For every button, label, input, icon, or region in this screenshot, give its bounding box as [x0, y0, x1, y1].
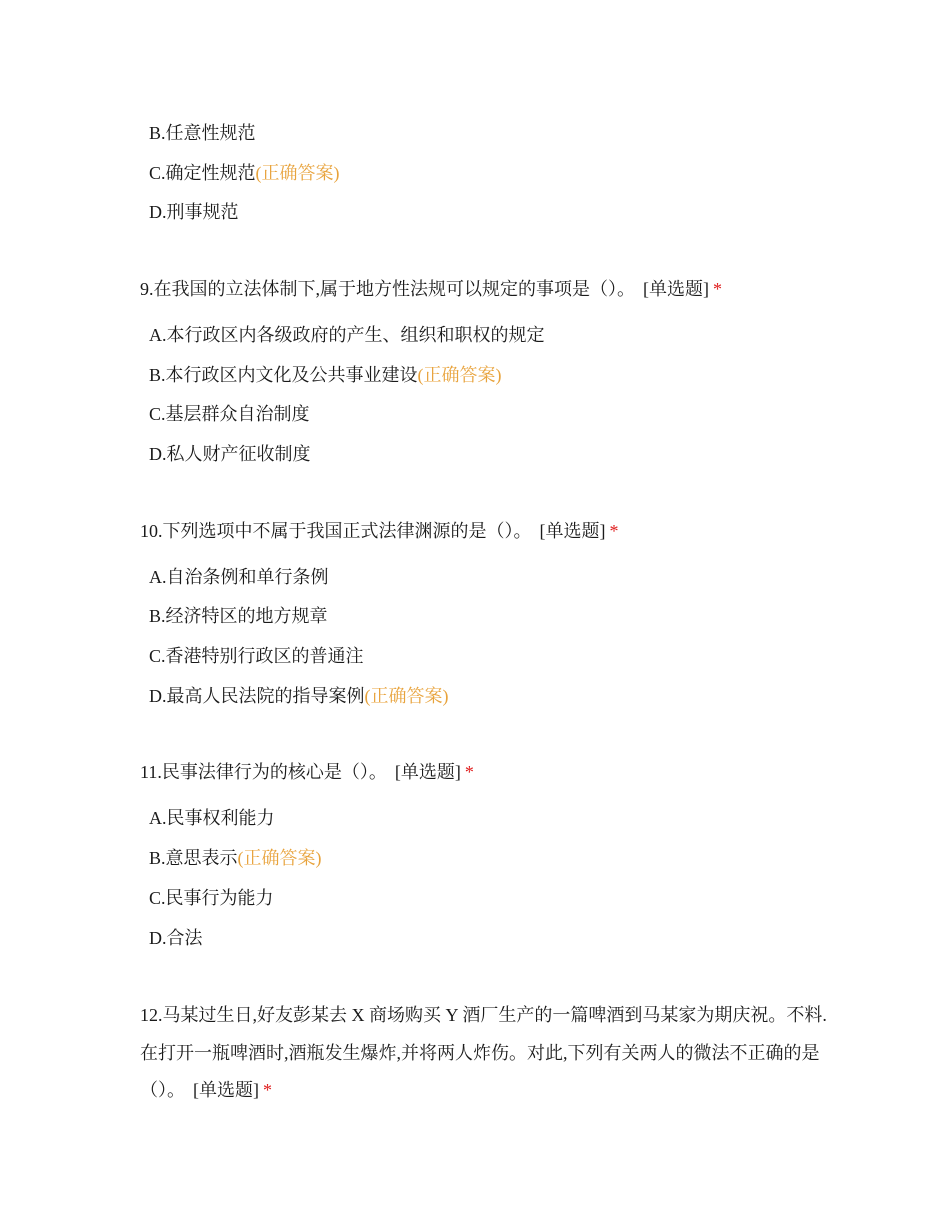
option-10-c[interactable] — [149, 645, 364, 667]
option-label: A.本行政区内各级政府的产生、组织和职权的规定 — [149, 325, 545, 345]
question-title — [140, 997, 830, 1110]
option-11-c[interactable] — [149, 887, 274, 909]
option-label: B.本行政区内文化及公共事业建设 — [149, 365, 418, 385]
option-8-d[interactable] — [149, 201, 239, 223]
option-label: D.最高人民法院的指导案例 — [149, 686, 365, 706]
correct-answer-marker: (正确答案) — [255, 163, 340, 183]
question-type-tag: [单选题] — [394, 762, 461, 782]
option-11-d[interactable] — [149, 927, 203, 949]
question-type-tag: [单选题] — [643, 279, 709, 299]
option-10-b[interactable] — [149, 605, 328, 627]
question-type-tag: [单选题] — [539, 521, 606, 541]
question-text: 12.马某过生日,好友彭某去 X 商场购买 Y 酒厂生产的一篇啤酒到马某家为期庆祝。不料.在打开一瓶啤酒时,酒瓶发生爆炸,并将两人炸伤。对此,下列有关两人的微法不正确的是（）。 — [140, 1005, 827, 1100]
option-10-a[interactable] — [149, 566, 329, 588]
required-marker: * — [263, 1080, 272, 1100]
option-10-d[interactable] — [149, 685, 449, 707]
required-marker: * — [609, 521, 619, 541]
option-11-a[interactable] — [149, 807, 275, 829]
correct-answer-marker: (正确答案) — [364, 686, 449, 706]
option-9-a[interactable] — [149, 324, 545, 346]
option-label: C.香港特别行政区的普通注 — [149, 646, 364, 666]
option-8-b[interactable] — [149, 122, 256, 144]
required-marker: * — [464, 762, 474, 782]
question-text: 11.民事法律行为的核心是（）。 — [140, 762, 387, 782]
option-label: C.确定性规范 — [149, 163, 256, 183]
required-marker: * — [713, 279, 722, 299]
question-title — [140, 278, 722, 300]
option-label: B.经济特区的地方规章 — [149, 606, 328, 626]
question-title — [140, 761, 474, 783]
option-label: D.合法 — [149, 928, 203, 948]
option-label: A.民事权利能力 — [149, 808, 275, 828]
question-title — [140, 520, 619, 542]
option-9-c[interactable] — [149, 403, 310, 425]
option-9-d[interactable] — [149, 443, 311, 465]
question-text: 10.下列选项中不属于我国正式法律渊源的是（）。 — [140, 521, 532, 541]
correct-answer-marker: (正确答案) — [237, 848, 322, 868]
option-label: D.私人财产征收制度 — [149, 444, 311, 464]
option-label: A.自治条例和单行条例 — [149, 567, 329, 587]
option-label: D.刑事规范 — [149, 202, 239, 222]
option-label: B.任意性规范 — [149, 123, 256, 143]
option-11-b[interactable] — [149, 847, 322, 869]
option-label: C.基层群众自治制度 — [149, 404, 310, 424]
correct-answer-marker: (正确答案) — [417, 365, 502, 385]
question-text: 9.在我国的立法体制下,属于地方性法规可以规定的事项是（）。 — [140, 279, 635, 299]
question-type-tag: [单选题] — [193, 1080, 259, 1100]
option-label: B.意思表示 — [149, 848, 238, 868]
option-8-c[interactable] — [149, 162, 340, 184]
option-label: C.民事行为能力 — [149, 888, 274, 908]
option-9-b[interactable] — [149, 364, 502, 386]
